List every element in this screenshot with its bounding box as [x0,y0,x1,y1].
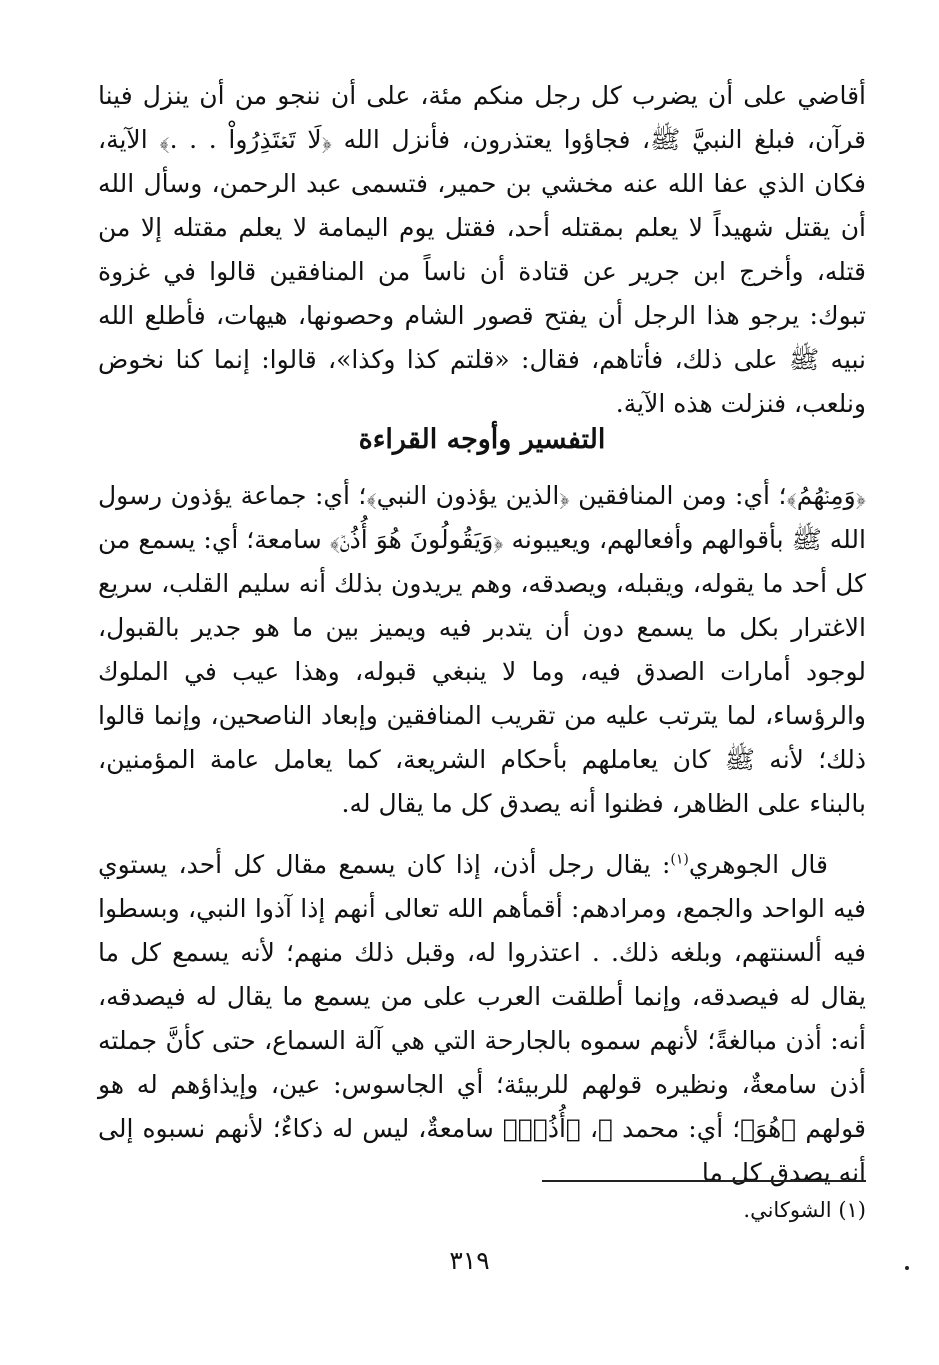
footnote-separator [542,1180,866,1182]
page-number: ٣١٩ [449,1246,490,1275]
footnote-reference: (١) [670,851,689,868]
paragraph-jawhari [98,843,866,1195]
paragraph-jawhari-rest: : يقال رجل أذن، إذا كان يسمع مقال كل أحد، يستوي فيه الواحد والجمع، ومرادهم: أقمأهم الله تعالى أنهم إذا آذوا النبي، وبسطوا فيه ألسنتهم، وبلغه ذلك. . اعتذروا له، وقبل ذلك منهم؛ لأنه يسمع كل ما يقال له فيصدقه، وإنما أطلقت العرب على من يسمع ما يقال له فيصدقه، أنه: أذن مبالغةً؛ لأنهم سموه بالجارحة التي هي آلة السماع، حتى كأنَّ جملته أذن سامعةٌ، ونظيره قولهم للربيئة؛ أي الجاسوس: عين، وإيذاؤهم له هو قولهم ﴿هُوَ﴾؛ أي: محمد ﷺ، ﴿أُذُنٞ﴾ سامعةٌ، ليس له ذكاءٌ؛ لأنهم نسبوه إلى أنه يصدق كل ما [98,850,866,1187]
paragraph-jawhari-start: قال الجوهري [688,850,829,879]
footnote: (١) الشوكاني. [743,1198,866,1222]
section-heading: التفسير وأوجه القراءة [358,424,606,455]
paragraph-narration: أقاضي على أن يضرب كل رجل منكم مئة، على أن ننجو من أن ينزل فينا قرآن، فبلغ النبيَّ ﷺ، فجاؤوا يعتذرون، فأنزل الله ﴿لَا تَعۡتَذِرُواْ . . .﴾ الآية، فكان الذي عفا الله عنه مخشي بن حمير، فتسمى عبد الرحمن، وسأل الله أن يقتل شهيداً لا يعلم بمقتله أحد، فقتل يوم اليمامة لا يعلم مقتله إلا من قتله، وأخرج ابن جرير عن قتادة أن ناساً من المنافقين قالوا في غزوة تبوك: يرجو هذا الرجل أن يفتح قصور الشام وحصونها، هيهات، فأطلع الله نبيه ﷺ على ذلك، فأتاهم، فقال: «قلتم كذا وكذا»، قالوا: إنما كنا نخوض ونلعب، فنزلت هذه الآية. [98,81,866,418]
margin-mark [905,1266,909,1270]
paragraph-tafsir: ﴿وَمِنۡهُمُ﴾؛ أي: ومن المنافقين ﴿الذين يؤذون النبي﴾؛ أي: جماعة يؤذون رسول الله ﷺ بأقوالهم وأفعالهم، ويعيبونه ﴿وَيَقُولُونَ هُوَ أُذُنٞ﴾ سامعة؛ أي: يسمع من كل أحد ما يقوله، ويقبله، ويصدقه، وهم يريدون بذلك أنه سليم القلب، سريع الاغترار بكل ما يسمع دون أن يتدبر فيه ويميز بين ما هو جدير بالقبول، لوجود أمارات الصدق فيه، وما لا ينبغي قبوله، وهذا عيب في الملوك والرؤساء، لما يترتب عليه من تقريب المنافقين وإبعاد الناصحين، وإنما قالوا ذلك؛ لأنه ﷺ كان يعاملهم بأحكام الشريعة، كما يعامل عامة المؤمنين، بالبناء على الظاهر، فظنوا أنه يصدق كل ما يقال له. [98,481,866,818]
